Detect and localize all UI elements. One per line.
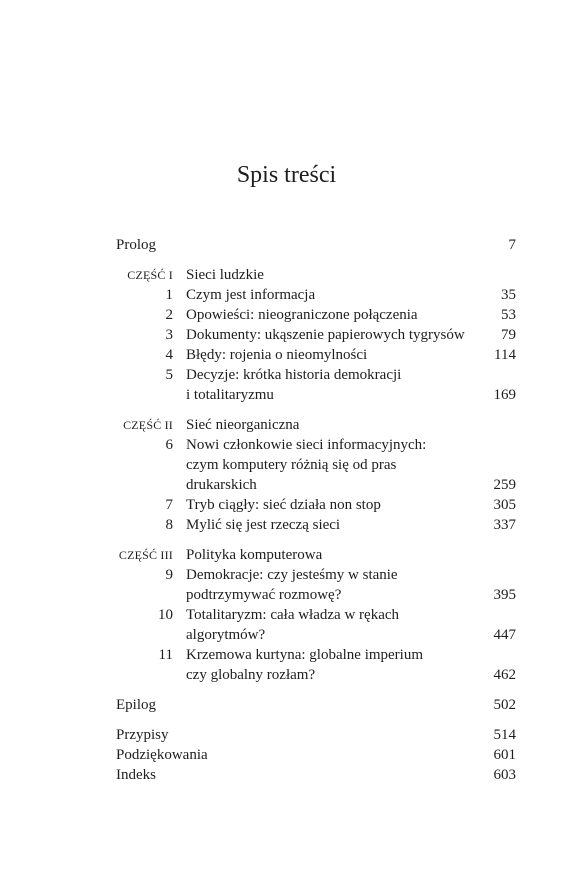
entry-title: i totalitaryzmu	[186, 387, 274, 403]
page-number: 447	[493, 627, 516, 643]
page-number: 305	[493, 497, 516, 513]
entry-title: Nowi członkowie sieci informacyjnych:	[186, 437, 427, 453]
toc-continuation	[116, 455, 516, 475]
chapter-number: 8	[165, 517, 173, 533]
page-number: 601	[493, 747, 516, 763]
chapter-number: 6	[165, 437, 173, 453]
toc-continuation	[116, 385, 516, 405]
toc-entry	[116, 725, 516, 745]
toc-entry	[116, 745, 516, 765]
chapter-number: 7	[165, 497, 173, 513]
entry-title: czym komputery różnią się od pras	[186, 457, 397, 473]
entry-title: Polityka komputerowa	[186, 547, 323, 563]
entry-title: Błędy: rojenia o nieomylności	[186, 347, 368, 363]
table-of-contents	[116, 235, 516, 785]
chapter-number: 1	[165, 287, 173, 303]
page-number: 514	[493, 727, 516, 743]
entry-title: Epilog	[116, 697, 156, 713]
toc-chapter	[116, 645, 516, 665]
chapter-number: 2	[165, 307, 173, 323]
page-number: 7	[508, 237, 516, 253]
chapter-number: 9	[165, 567, 173, 583]
toc-chapter	[116, 285, 516, 305]
entry-title: podtrzymywać rozmowę?	[186, 587, 342, 603]
page-number: 337	[493, 517, 516, 533]
toc-entry	[116, 765, 516, 785]
toc-continuation	[116, 665, 516, 685]
entry-title: Krzemowa kurtyna: globalne imperium	[186, 647, 424, 663]
part-label: CZĘŚĆ III	[118, 548, 173, 562]
toc-chapter	[116, 495, 516, 515]
chapter-number: 4	[165, 347, 173, 363]
toc-chapter	[116, 365, 516, 385]
toc-chapter	[116, 345, 516, 365]
chapter-number: 11	[158, 647, 173, 663]
toc-continuation	[116, 475, 516, 495]
toc-part	[116, 415, 516, 435]
entry-title: Totalitaryzm: cała władza w rękach	[186, 607, 400, 623]
entry-title: Sieci ludzkie	[186, 267, 264, 283]
entry-title: algorytmów?	[186, 627, 266, 643]
page-number: 35	[501, 287, 516, 303]
toc-chapter	[116, 605, 516, 625]
toc-chapter	[116, 435, 516, 455]
part-label: CZĘŚĆ I	[127, 268, 173, 282]
entry-title: Przypisy	[116, 727, 169, 743]
entry-title: Demokracje: czy jesteśmy w stanie	[186, 567, 398, 583]
toc-chapter	[116, 325, 516, 345]
entry-title: Podziękowania	[116, 747, 208, 763]
toc-part	[116, 545, 516, 565]
entry-title: Mylić się jest rzeczą sieci	[186, 517, 341, 533]
page-number: 259	[493, 477, 516, 493]
page-number: 603	[493, 767, 516, 783]
page-title: Spis treści	[236, 162, 337, 188]
toc-chapter	[116, 565, 516, 585]
page-number: 79	[501, 327, 516, 343]
page-number: 395	[493, 587, 516, 603]
toc-entry	[116, 235, 516, 255]
entry-title: Prolog	[116, 237, 157, 253]
entry-title: Sieć nieorganiczna	[186, 417, 300, 433]
entry-title: drukarskich	[186, 477, 257, 493]
toc-continuation	[116, 625, 516, 645]
entry-title: Decyzje: krótka historia demokracji	[186, 367, 402, 383]
part-label: CZĘŚĆ II	[123, 418, 173, 432]
toc-continuation	[116, 585, 516, 605]
toc-entry	[116, 695, 516, 715]
chapter-number: 3	[165, 327, 173, 343]
entry-title: Indeks	[116, 767, 156, 783]
page-number: 53	[501, 307, 516, 323]
page-number: 462	[493, 667, 516, 683]
entry-title: Opowieści: nieograniczone połączenia	[186, 307, 418, 323]
chapter-number: 10	[158, 607, 173, 623]
page-number: 502	[493, 697, 516, 713]
entry-title: Dokumenty: ukąszenie papierowych tygrysów	[186, 327, 465, 343]
toc-chapter	[116, 305, 516, 325]
page-number: 169	[493, 387, 516, 403]
entry-title: Tryb ciągły: sieć działa non stop	[186, 497, 381, 513]
chapter-number: 5	[165, 367, 173, 383]
entry-title: Czym jest informacja	[186, 287, 316, 303]
toc-part	[116, 265, 516, 285]
entry-title: czy globalny rozłam?	[186, 667, 316, 683]
toc-chapter	[116, 515, 516, 535]
page-number: 114	[494, 347, 516, 363]
